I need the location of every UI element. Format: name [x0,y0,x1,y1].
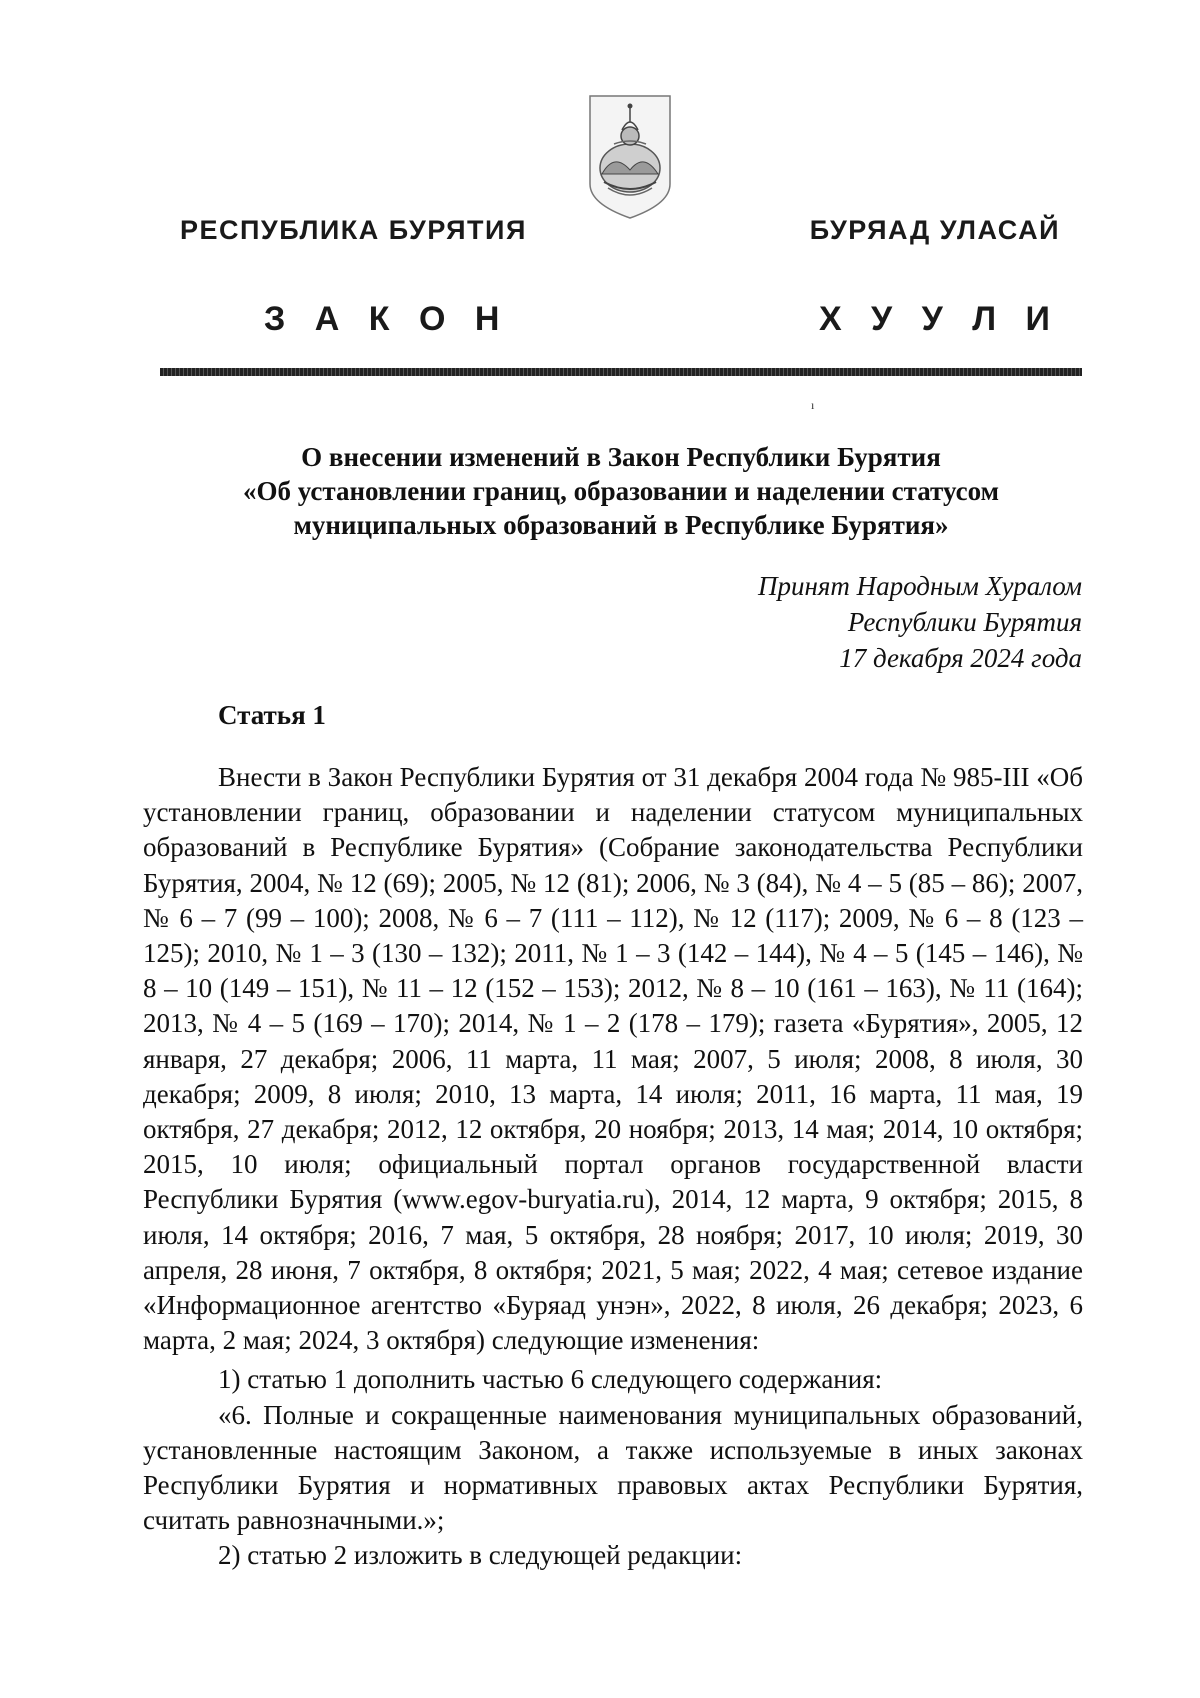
body-intro-paragraph: Внести в Закон Республики Бурятия от 31 декабря 2004 года № 985-III «Об установлении границ, образовании и наделении статусом муниципальных образований в Республике Бурятия» (Собрание законодательства Республики Бурятия, 2004, № 12 (69); 2005, № 12 (81); 2006, № 3 (84), № 4 – 5 (85 – 86); 2007, № 6 – 7 (99 – 100); 2008, № 6 – 7 (111 – 112), № 12 (117); 2009, № 6 – 8 (123 – 125); 2010, № 1 – 3 (130 – 132); 2011, № 1 – 3 (142 – 144), № 4 – 5 (145 – 146), № 8 – 10 (149 – 151), № 11 – 12 (152 – 153); 2012, № 8 – 10 (161 – 163), № 11 (164); 2013, № 4 – 5 (169 – 170); 2014, № 1 – 2 (178 – 179); газета «Бурятия», 2005, 12 января, 27 декабря; 2006, 11 марта, 11 мая; 2007, 5 июля; 2008, 8 июля, 30 декабря; 2009, 8 июля; 2010, 13 марта, 14 июля; 2011, 16 марта, 11 мая, 19 октября, 27 декабря; 2012, 12 октября, 20 ноября; 2013, 14 мая; 2014, 10 октября; 2015, 10 июля; официальный портал органов государственной власти Республики Бурятия (www.egov-buryatia.ru), 2014, 12 марта, 9 октября; 2015, 8 июля, 14 октября; 2016, 7 мая, 5 октября, 28 ноября; 2017, 10 июля; 2019, 30 апреля, 28 июня, 7 октября, 8 октября; 2021, 5 мая; 2022, 4 мая; сетевое издание «Информационное агентство «Буряад унэн», 2022, 8 июля, 26 декабря; 2023, 6 марта, 2 мая; 2024, 3 октября) следующие изменения: [143,762,1083,1356]
adoption-line-1: Принят Народным Хуралом [757,571,1082,601]
body-item-1-text: «6. Полные и сокращенные наименования муниципальных образований, установленные настоящим Законом, а также используемые в иных законах Республики Бурятия и нормативных правовых актах Республики Бурятия, считать равнозначными.»; [143,1399,1083,1536]
stray-mark: ı [811,398,815,412]
header-right-doc-type: Х У У Л И [818,300,1060,338]
adoption-line-3: 17 декабря 2024 года [839,643,1082,673]
coat-of-arms-icon [584,92,676,222]
title-line-1: О внесении изменений в Закон Республики Бурятия [301,442,941,472]
header-right-org: БУРЯАД УЛАСАЙ [809,215,1060,245]
body-item-2: 2) статью 2 изложить в следующей редакции: [218,1540,743,1571]
article-body [143,760,1083,1574]
article-heading: Статья 1 [218,700,326,730]
body-item-1: 1) статью 1 дополнить частью 6 следующего содержания: [218,1364,883,1395]
document-title [160,440,1082,542]
title-line-3: муниципальных образований в Республике Бурятия» [293,510,949,540]
header-divider [160,368,1082,376]
adoption-line-2: Республики Бурятия [847,607,1082,637]
header-left-org: РЕСПУБЛИКА БУРЯТИЯ [180,215,527,245]
title-line-2: «Об установлении границ, образовании и наделении статусом [242,476,999,506]
adoption-note [758,568,1082,676]
header-left-doc-type: З А К О Н [264,300,510,338]
